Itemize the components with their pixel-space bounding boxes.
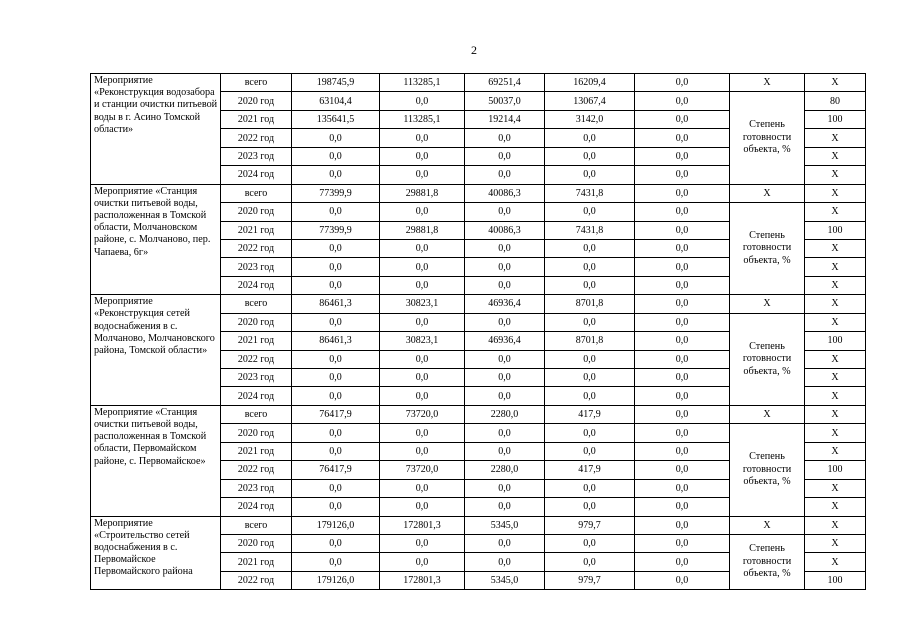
federal-funds-cell: 172801,3 xyxy=(380,516,465,534)
period-cell: 2024 год xyxy=(221,276,292,294)
table-row-total xyxy=(91,295,866,313)
regional-funds-cell: 0,0 xyxy=(465,369,545,387)
extra-funds-cell: 0,0 xyxy=(635,239,730,257)
indicator-value-cell: Х xyxy=(805,405,866,423)
local-funds-cell: 0,0 xyxy=(545,498,635,516)
period-cell: 2020 год xyxy=(221,313,292,331)
indicator-value-cell: 80 xyxy=(805,92,866,110)
regional-funds-cell: 0,0 xyxy=(465,498,545,516)
federal-funds-cell: 0,0 xyxy=(380,553,465,571)
extra-funds-cell: 0,0 xyxy=(635,332,730,350)
local-funds-cell: 7431,8 xyxy=(545,221,635,239)
indicator-value-cell: Х xyxy=(805,258,866,276)
extra-funds-cell: 0,0 xyxy=(635,184,730,202)
period-cell: 2022 год xyxy=(221,461,292,479)
table-row-total xyxy=(91,184,866,202)
local-funds-cell: 7431,8 xyxy=(545,184,635,202)
regional-funds-cell: 69251,4 xyxy=(465,74,545,92)
regional-funds-cell: 0,0 xyxy=(465,203,545,221)
total-funds-cell: 77399,9 xyxy=(292,221,380,239)
period-cell: 2022 год xyxy=(221,571,292,589)
regional-funds-cell: 2280,0 xyxy=(465,461,545,479)
regional-funds-cell: 40086,3 xyxy=(465,184,545,202)
indicator-total-cell: Х xyxy=(730,184,805,202)
federal-funds-cell: 0,0 xyxy=(380,313,465,331)
local-funds-cell: 0,0 xyxy=(545,424,635,442)
indicator-value-cell: Х xyxy=(805,479,866,497)
indicator-value-cell: 100 xyxy=(805,332,866,350)
indicator-value-cell: 100 xyxy=(805,571,866,589)
extra-funds-cell: 0,0 xyxy=(635,479,730,497)
local-funds-cell: 3142,0 xyxy=(545,110,635,128)
federal-funds-cell: 0,0 xyxy=(380,424,465,442)
period-cell: 2021 год xyxy=(221,332,292,350)
event-title: Мероприятие «Строительство сетей водоснабжения в с. Первомайское Первомайского района xyxy=(91,516,221,590)
federal-funds-cell: 113285,1 xyxy=(380,110,465,128)
extra-funds-cell: 0,0 xyxy=(635,92,730,110)
local-funds-cell: 0,0 xyxy=(545,166,635,184)
extra-funds-cell: 0,0 xyxy=(635,461,730,479)
period-cell: 2020 год xyxy=(221,203,292,221)
event-title: Мероприятие «Реконструкция водозабора и станции очистки питьевой воды в г. Асино Томской области» xyxy=(91,74,221,185)
total-funds-cell: 135641,5 xyxy=(292,110,380,128)
local-funds-cell: 0,0 xyxy=(545,350,635,368)
regional-funds-cell: 0,0 xyxy=(465,129,545,147)
local-funds-cell: 417,9 xyxy=(545,405,635,423)
extra-funds-cell: 0,0 xyxy=(635,553,730,571)
local-funds-cell: 979,7 xyxy=(545,571,635,589)
indicator-value-cell: Х xyxy=(805,276,866,294)
local-funds-cell: 0,0 xyxy=(545,313,635,331)
indicator-value-cell: Х xyxy=(805,350,866,368)
indicator-total-cell: Х xyxy=(730,295,805,313)
extra-funds-cell: 0,0 xyxy=(635,534,730,552)
event-title: Мероприятие «Реконструкция сетей водоснабжения в с. Молчаново, Молчановского района, Томской области» xyxy=(91,295,221,406)
total-funds-cell: 0,0 xyxy=(292,387,380,405)
total-funds-cell: 0,0 xyxy=(292,534,380,552)
federal-funds-cell: 0,0 xyxy=(380,350,465,368)
indicator-value-cell: Х xyxy=(805,516,866,534)
indicator-name: Степень готовности объекта, % xyxy=(730,424,805,516)
regional-funds-cell: 0,0 xyxy=(465,479,545,497)
regional-funds-cell: 0,0 xyxy=(465,239,545,257)
federal-funds-cell: 30823,1 xyxy=(380,332,465,350)
total-funds-cell: 0,0 xyxy=(292,258,380,276)
local-funds-cell: 0,0 xyxy=(545,203,635,221)
local-funds-cell: 13067,4 xyxy=(545,92,635,110)
period-cell: 2022 год xyxy=(221,239,292,257)
period-cell: 2020 год xyxy=(221,424,292,442)
local-funds-cell: 0,0 xyxy=(545,553,635,571)
local-funds-cell: 0,0 xyxy=(545,369,635,387)
total-funds-cell: 0,0 xyxy=(292,553,380,571)
extra-funds-cell: 0,0 xyxy=(635,350,730,368)
period-cell: 2023 год xyxy=(221,369,292,387)
total-funds-cell: 76417,9 xyxy=(292,461,380,479)
total-funds-cell: 63104,4 xyxy=(292,92,380,110)
total-funds-cell: 0,0 xyxy=(292,129,380,147)
local-funds-cell: 0,0 xyxy=(545,534,635,552)
indicator-value-cell: Х xyxy=(805,424,866,442)
indicator-name: Степень готовности объекта, % xyxy=(730,534,805,589)
federal-funds-cell: 0,0 xyxy=(380,203,465,221)
regional-funds-cell: 0,0 xyxy=(465,553,545,571)
indicator-value-cell: Х xyxy=(805,239,866,257)
extra-funds-cell: 0,0 xyxy=(635,295,730,313)
extra-funds-cell: 0,0 xyxy=(635,258,730,276)
local-funds-cell: 417,9 xyxy=(545,461,635,479)
extra-funds-cell: 0,0 xyxy=(635,516,730,534)
total-funds-cell: 0,0 xyxy=(292,479,380,497)
indicator-value-cell: Х xyxy=(805,129,866,147)
local-funds-cell: 0,0 xyxy=(545,387,635,405)
total-funds-cell: 0,0 xyxy=(292,147,380,165)
regional-funds-cell: 40086,3 xyxy=(465,221,545,239)
total-funds-cell: 0,0 xyxy=(292,239,380,257)
total-funds-cell: 198745,9 xyxy=(292,74,380,92)
period-cell: 2020 год xyxy=(221,534,292,552)
total-funds-cell: 86461,3 xyxy=(292,332,380,350)
total-funds-cell: 0,0 xyxy=(292,369,380,387)
regional-funds-cell: 0,0 xyxy=(465,258,545,276)
indicator-value-cell: Х xyxy=(805,387,866,405)
federal-funds-cell: 30823,1 xyxy=(380,295,465,313)
local-funds-cell: 0,0 xyxy=(545,276,635,294)
indicator-total-cell: Х xyxy=(730,74,805,92)
federal-funds-cell: 0,0 xyxy=(380,442,465,460)
indicator-value-cell: Х xyxy=(805,203,866,221)
local-funds-cell: 16209,4 xyxy=(545,74,635,92)
period-cell: 2021 год xyxy=(221,110,292,128)
federal-funds-cell: 29881,8 xyxy=(380,184,465,202)
regional-funds-cell: 50037,0 xyxy=(465,92,545,110)
extra-funds-cell: 0,0 xyxy=(635,387,730,405)
extra-funds-cell: 0,0 xyxy=(635,405,730,423)
extra-funds-cell: 0,0 xyxy=(635,442,730,460)
local-funds-cell: 0,0 xyxy=(545,239,635,257)
period-cell: 2022 год xyxy=(221,129,292,147)
total-funds-cell: 179126,0 xyxy=(292,516,380,534)
total-funds-cell: 0,0 xyxy=(292,276,380,294)
indicator-name: Степень готовности объекта, % xyxy=(730,92,805,184)
indicator-value-cell: Х xyxy=(805,184,866,202)
regional-funds-cell: 0,0 xyxy=(465,534,545,552)
federal-funds-cell: 0,0 xyxy=(380,129,465,147)
federal-funds-cell: 0,0 xyxy=(380,147,465,165)
funding-table xyxy=(90,73,866,590)
period-cell: 2023 год xyxy=(221,258,292,276)
period-cell: 2022 год xyxy=(221,350,292,368)
extra-funds-cell: 0,0 xyxy=(635,313,730,331)
federal-funds-cell: 0,0 xyxy=(380,166,465,184)
indicator-value-cell: 100 xyxy=(805,110,866,128)
extra-funds-cell: 0,0 xyxy=(635,571,730,589)
period-cell: 2020 год xyxy=(221,92,292,110)
table-row-total xyxy=(91,74,866,92)
total-funds-cell: 0,0 xyxy=(292,313,380,331)
period-cell: 2024 год xyxy=(221,166,292,184)
total-funds-cell: 0,0 xyxy=(292,350,380,368)
period-cell: 2024 год xyxy=(221,387,292,405)
period-cell: 2023 год xyxy=(221,147,292,165)
indicator-value-cell: Х xyxy=(805,442,866,460)
regional-funds-cell: 46936,4 xyxy=(465,295,545,313)
indicator-name: Степень готовности объекта, % xyxy=(730,203,805,295)
indicator-value-cell: Х xyxy=(805,313,866,331)
indicator-value-cell: Х xyxy=(805,534,866,552)
period-cell: 2021 год xyxy=(221,442,292,460)
extra-funds-cell: 0,0 xyxy=(635,74,730,92)
indicator-value-cell: 100 xyxy=(805,461,866,479)
period-cell: всего xyxy=(221,405,292,423)
regional-funds-cell: 0,0 xyxy=(465,313,545,331)
federal-funds-cell: 29881,8 xyxy=(380,221,465,239)
period-cell: 2021 год xyxy=(221,553,292,571)
period-cell: всего xyxy=(221,74,292,92)
period-cell: 2023 год xyxy=(221,479,292,497)
total-funds-cell: 0,0 xyxy=(292,498,380,516)
regional-funds-cell: 0,0 xyxy=(465,166,545,184)
federal-funds-cell: 73720,0 xyxy=(380,461,465,479)
federal-funds-cell: 113285,1 xyxy=(380,74,465,92)
local-funds-cell: 979,7 xyxy=(545,516,635,534)
total-funds-cell: 0,0 xyxy=(292,442,380,460)
indicator-total-cell: Х xyxy=(730,405,805,423)
extra-funds-cell: 0,0 xyxy=(635,498,730,516)
period-cell: всего xyxy=(221,184,292,202)
regional-funds-cell: 0,0 xyxy=(465,147,545,165)
regional-funds-cell: 2280,0 xyxy=(465,405,545,423)
indicator-value-cell: Х xyxy=(805,74,866,92)
indicator-value-cell: Х xyxy=(805,295,866,313)
local-funds-cell: 0,0 xyxy=(545,147,635,165)
indicator-value-cell: Х xyxy=(805,498,866,516)
federal-funds-cell: 73720,0 xyxy=(380,405,465,423)
indicator-value-cell: 100 xyxy=(805,221,866,239)
table-body xyxy=(91,74,866,590)
total-funds-cell: 0,0 xyxy=(292,424,380,442)
federal-funds-cell: 0,0 xyxy=(380,534,465,552)
regional-funds-cell: 5345,0 xyxy=(465,516,545,534)
period-cell: всего xyxy=(221,295,292,313)
regional-funds-cell: 0,0 xyxy=(465,387,545,405)
federal-funds-cell: 0,0 xyxy=(380,92,465,110)
federal-funds-cell: 0,0 xyxy=(380,479,465,497)
total-funds-cell: 179126,0 xyxy=(292,571,380,589)
event-title: Мероприятие «Станция очистки питьевой воды, расположенная в Томской области, Первомайском районе, с. Первомайское» xyxy=(91,405,221,516)
indicator-value-cell: Х xyxy=(805,166,866,184)
extra-funds-cell: 0,0 xyxy=(635,203,730,221)
extra-funds-cell: 0,0 xyxy=(635,221,730,239)
federal-funds-cell: 172801,3 xyxy=(380,571,465,589)
regional-funds-cell: 46936,4 xyxy=(465,332,545,350)
federal-funds-cell: 0,0 xyxy=(380,258,465,276)
local-funds-cell: 0,0 xyxy=(545,129,635,147)
local-funds-cell: 8701,8 xyxy=(545,332,635,350)
extra-funds-cell: 0,0 xyxy=(635,369,730,387)
total-funds-cell: 77399,9 xyxy=(292,184,380,202)
local-funds-cell: 0,0 xyxy=(545,258,635,276)
local-funds-cell: 0,0 xyxy=(545,442,635,460)
regional-funds-cell: 5345,0 xyxy=(465,571,545,589)
federal-funds-cell: 0,0 xyxy=(380,239,465,257)
table-row-total xyxy=(91,405,866,423)
federal-funds-cell: 0,0 xyxy=(380,276,465,294)
extra-funds-cell: 0,0 xyxy=(635,424,730,442)
extra-funds-cell: 0,0 xyxy=(635,110,730,128)
table-row-total xyxy=(91,516,866,534)
indicator-name: Степень готовности объекта, % xyxy=(730,313,805,405)
total-funds-cell: 86461,3 xyxy=(292,295,380,313)
page-number: 2 xyxy=(471,43,477,57)
local-funds-cell: 8701,8 xyxy=(545,295,635,313)
total-funds-cell: 76417,9 xyxy=(292,405,380,423)
total-funds-cell: 0,0 xyxy=(292,203,380,221)
indicator-value-cell: Х xyxy=(805,369,866,387)
extra-funds-cell: 0,0 xyxy=(635,147,730,165)
regional-funds-cell: 0,0 xyxy=(465,276,545,294)
extra-funds-cell: 0,0 xyxy=(635,276,730,294)
regional-funds-cell: 19214,4 xyxy=(465,110,545,128)
period-cell: 2024 год xyxy=(221,498,292,516)
regional-funds-cell: 0,0 xyxy=(465,442,545,460)
extra-funds-cell: 0,0 xyxy=(635,166,730,184)
regional-funds-cell: 0,0 xyxy=(465,350,545,368)
indicator-value-cell: Х xyxy=(805,147,866,165)
total-funds-cell: 0,0 xyxy=(292,166,380,184)
federal-funds-cell: 0,0 xyxy=(380,498,465,516)
indicator-value-cell: Х xyxy=(805,553,866,571)
local-funds-cell: 0,0 xyxy=(545,479,635,497)
period-cell: всего xyxy=(221,516,292,534)
federal-funds-cell: 0,0 xyxy=(380,387,465,405)
indicator-total-cell: Х xyxy=(730,516,805,534)
period-cell: 2021 год xyxy=(221,221,292,239)
federal-funds-cell: 0,0 xyxy=(380,369,465,387)
event-title: Мероприятие «Станция очистки питьевой воды, расположенная в Томской области, Молчановском районе, с. Молчаново, пер. Чапаева, 6г» xyxy=(91,184,221,295)
regional-funds-cell: 0,0 xyxy=(465,424,545,442)
extra-funds-cell: 0,0 xyxy=(635,129,730,147)
